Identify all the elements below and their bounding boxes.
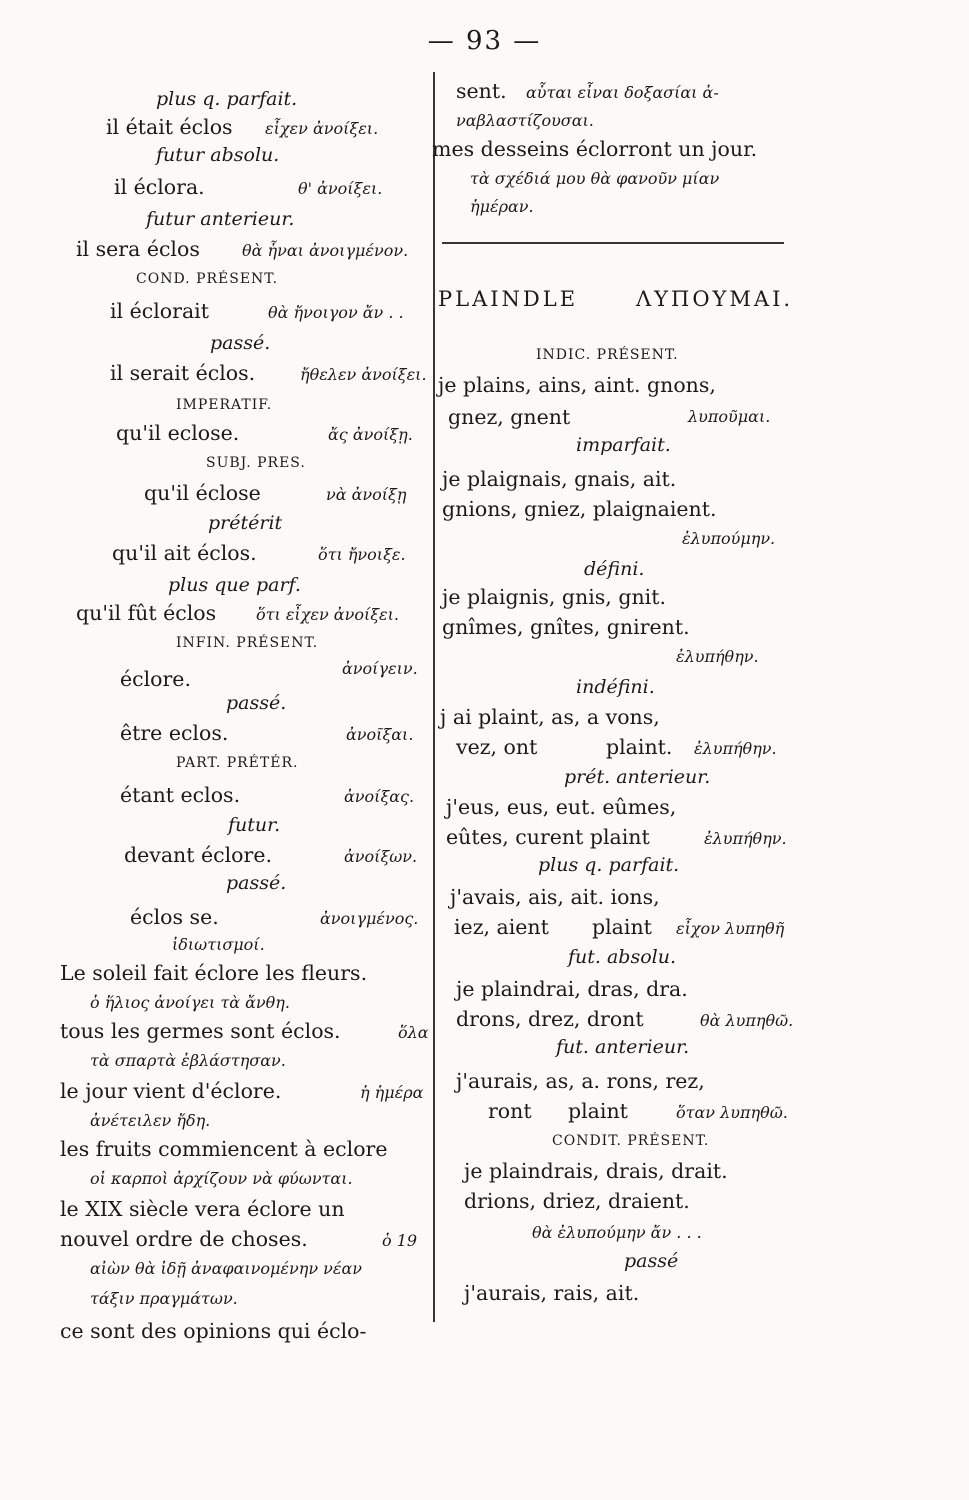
- right-text-line: ναβλαστίζουσαι.: [456, 111, 594, 130]
- left-text-line: passé.: [226, 872, 287, 894]
- left-text-line: prétérit: [208, 512, 283, 534]
- right-text-line: λυποῦμαι.: [688, 407, 771, 426]
- left-text-line: il éclorait: [110, 299, 209, 323]
- right-text-line: je plaignis, gnis, gnit.: [442, 585, 666, 609]
- right-text-line: ἐλυπήθην.: [704, 829, 787, 848]
- left-text-line: qu'il fût éclos: [76, 601, 217, 625]
- right-text-line: iez, aient: [454, 915, 549, 939]
- right-text-line: vez, ont: [456, 735, 538, 759]
- right-text-line: ἡμέραν.: [470, 197, 534, 216]
- left-text-line: SUBJ. PRES.: [206, 455, 306, 471]
- left-text-line: il serait éclos.: [110, 361, 256, 385]
- right-text-line: je plains, ains, aint. gnons,: [438, 373, 716, 397]
- left-text-line: éclos se.: [130, 905, 219, 929]
- left-text-line: il sera éclos: [76, 237, 200, 261]
- right-text-line: j ai plaint, as, a vons,: [440, 705, 660, 729]
- right-text-line: CONDIT. PRÉSENT.: [552, 1133, 710, 1149]
- right-text-line: j'aurais, rais, ait.: [464, 1281, 640, 1305]
- left-text-line: θὰ ἤνοιγον ἄν . .: [268, 303, 404, 322]
- left-text-line: devant éclore.: [124, 843, 272, 867]
- left-text-line: éclore.: [120, 667, 191, 691]
- left-text-line: ce sont des opinions qui éclo-: [60, 1319, 367, 1343]
- section-rule: [442, 242, 784, 244]
- right-text-line: INDIC. PRÉSENT.: [536, 347, 679, 363]
- page-number: — 93 —: [427, 26, 542, 56]
- left-text-line: ὅτι ἤνοιξε.: [318, 545, 406, 564]
- left-text-line: θ' ἀνοίξει.: [298, 179, 383, 198]
- left-text-line: futur absolu.: [156, 144, 280, 166]
- left-text-line: ἤθελεν ἀνοίξει.: [300, 365, 427, 384]
- left-text-line: ἡ ἡμέρα: [360, 1083, 424, 1102]
- left-text-line: INFIN. PRÉSENT.: [176, 635, 319, 651]
- left-text-line: PART. PRÉTÉR.: [176, 755, 299, 771]
- left-text-line: Le soleil fait éclore les fleurs.: [60, 961, 368, 985]
- right-text-line: drions, driez, draient.: [464, 1189, 690, 1213]
- left-text-line: plus que parf.: [168, 574, 301, 596]
- left-text-line: οἱ καρποὶ ἀρχίζουν νὰ φύωνται.: [90, 1169, 353, 1188]
- left-text-line: τάξιν πραγμάτων.: [90, 1289, 238, 1308]
- left-text-line: futur.: [228, 814, 281, 836]
- left-text-line: ἄς ἀνοίξῃ.: [328, 425, 413, 444]
- right-text-line: gnions, gniez, plaignaient.: [442, 497, 717, 521]
- right-text-line: ἐλυπήθην.: [676, 647, 759, 666]
- left-text-line: αἰὼν θὰ ἰδῇ ἀναφαινομένην νέαν: [90, 1259, 362, 1278]
- left-text-line: passé.: [226, 692, 287, 714]
- left-text-line: être eclos.: [120, 721, 229, 745]
- right-text-line: τὰ σχέδιά μου θὰ φανοῦν μίαν: [470, 169, 720, 188]
- column-divider: [433, 72, 435, 1322]
- left-text-line: le jour vient d'éclore.: [60, 1079, 282, 1103]
- left-text-line: étant eclos.: [120, 783, 241, 807]
- right-text-line: j'aurais, as, a. rons, rez,: [456, 1069, 705, 1093]
- left-text-line: COND. PRÉSENT.: [136, 271, 279, 287]
- right-text-line: ΛΥΠΟΥΜΑΙ.: [636, 287, 794, 311]
- right-text-line: ἐλυπήθην.: [694, 739, 777, 758]
- left-text-line: ἀνοῖξαι.: [346, 725, 414, 744]
- right-text-line: plaint: [592, 915, 652, 939]
- right-text-line: PLAINDLE: [438, 287, 579, 311]
- right-text-line: ront: [488, 1099, 532, 1123]
- left-text-line: il était éclos: [106, 115, 233, 139]
- right-text-line: fut. anterieur.: [556, 1036, 690, 1058]
- right-text-line: drons, drez, dront: [456, 1007, 644, 1031]
- left-text-line: qu'il ait éclos.: [112, 541, 257, 565]
- left-text-line: ἀνοιγμένος.: [320, 909, 419, 928]
- left-text-line: ἀνοίγειν.: [342, 659, 418, 678]
- left-text-line: tous les germes sont éclos.: [60, 1019, 341, 1043]
- right-text-line: plaint: [568, 1099, 628, 1123]
- left-text-line: ἀνοίξας.: [344, 787, 415, 806]
- right-column: [432, 70, 802, 1360]
- left-text-line: ὁ ἥλιος ἀνοίγει τὰ ἄνθη.: [90, 993, 290, 1012]
- left-text-line: futur anterieur.: [146, 208, 295, 230]
- left-text-line: nouvel ordre de choses.: [60, 1227, 308, 1251]
- right-text-line: θὰ λυπηθῶ.: [700, 1011, 794, 1030]
- right-text-line: fut. absolu.: [568, 946, 677, 968]
- right-text-line: gnez, gnent: [448, 405, 571, 429]
- right-text-line: θὰ ἐλυπούμην ἄν . . .: [532, 1223, 702, 1242]
- left-text-line: il éclora.: [114, 175, 205, 199]
- left-text-line: ἀνοίξων.: [344, 847, 418, 866]
- right-text-line: sent.: [456, 79, 507, 103]
- right-text-line: plus q. parfait.: [538, 854, 680, 876]
- left-text-line: les fruits commiencent à eclore: [60, 1137, 388, 1161]
- right-text-line: indéfini.: [576, 676, 655, 698]
- right-text-line: ὅταν λυπηθῶ.: [676, 1103, 788, 1122]
- left-text-line: ὁ 19: [382, 1231, 418, 1250]
- right-text-line: je plaindrais, drais, drait.: [464, 1159, 728, 1183]
- left-text-line: plus q. parfait.: [156, 88, 298, 110]
- left-column: [60, 70, 432, 1360]
- right-text-line: εἶχον λυπηθῆ: [676, 919, 785, 938]
- left-text-line: ἰδιωτισμοί.: [172, 935, 265, 954]
- right-text-line: mes desseins éclorront un jour.: [432, 137, 758, 161]
- right-text-line: je plaindrai, dras, dra.: [456, 977, 688, 1001]
- right-text-line: défini.: [584, 558, 645, 580]
- left-text-line: passé.: [210, 332, 271, 354]
- right-text-line: ἐλυπούμην.: [682, 529, 776, 548]
- left-text-line: IMPERATIF.: [176, 397, 273, 413]
- left-text-line: ἀνέτειλεν ἤδη.: [90, 1111, 211, 1130]
- right-text-line: passé: [624, 1250, 679, 1272]
- left-text-line: qu'il eclose.: [116, 421, 240, 445]
- left-text-line: νὰ ἀνοίξῃ: [326, 485, 407, 504]
- left-text-line: θὰ ἦναι ἀνοιγμένον.: [242, 241, 409, 260]
- left-text-line: εἶχεν ἀνοίξει.: [265, 119, 379, 138]
- right-text-line: plaint.: [606, 735, 673, 759]
- right-text-line: imparfait.: [576, 434, 671, 456]
- left-text-line: le XIX siècle vera éclore un: [60, 1197, 345, 1221]
- right-text-line: je plaignais, gnais, ait.: [442, 467, 677, 491]
- right-text-line: eûtes, curent plaint: [446, 825, 650, 849]
- left-text-line: qu'il éclose: [144, 481, 261, 505]
- left-text-line: ὅλα: [398, 1023, 429, 1042]
- right-text-line: j'avais, ais, ait. ions,: [450, 885, 660, 909]
- right-text-line: j'eus, eus, eut. eûmes,: [446, 795, 677, 819]
- left-text-line: ὅτι εἶχεν ἀνοίξει.: [256, 605, 399, 624]
- right-text-line: prét. anterieur.: [564, 766, 711, 788]
- left-text-line: τὰ σπαρτὰ ἐβλάστησαν.: [90, 1051, 286, 1070]
- right-text-line: gnîmes, gnîtes, gnirent.: [442, 615, 690, 639]
- right-text-line: αὗται εἶναι δοξασίαι ἀ-: [526, 83, 719, 102]
